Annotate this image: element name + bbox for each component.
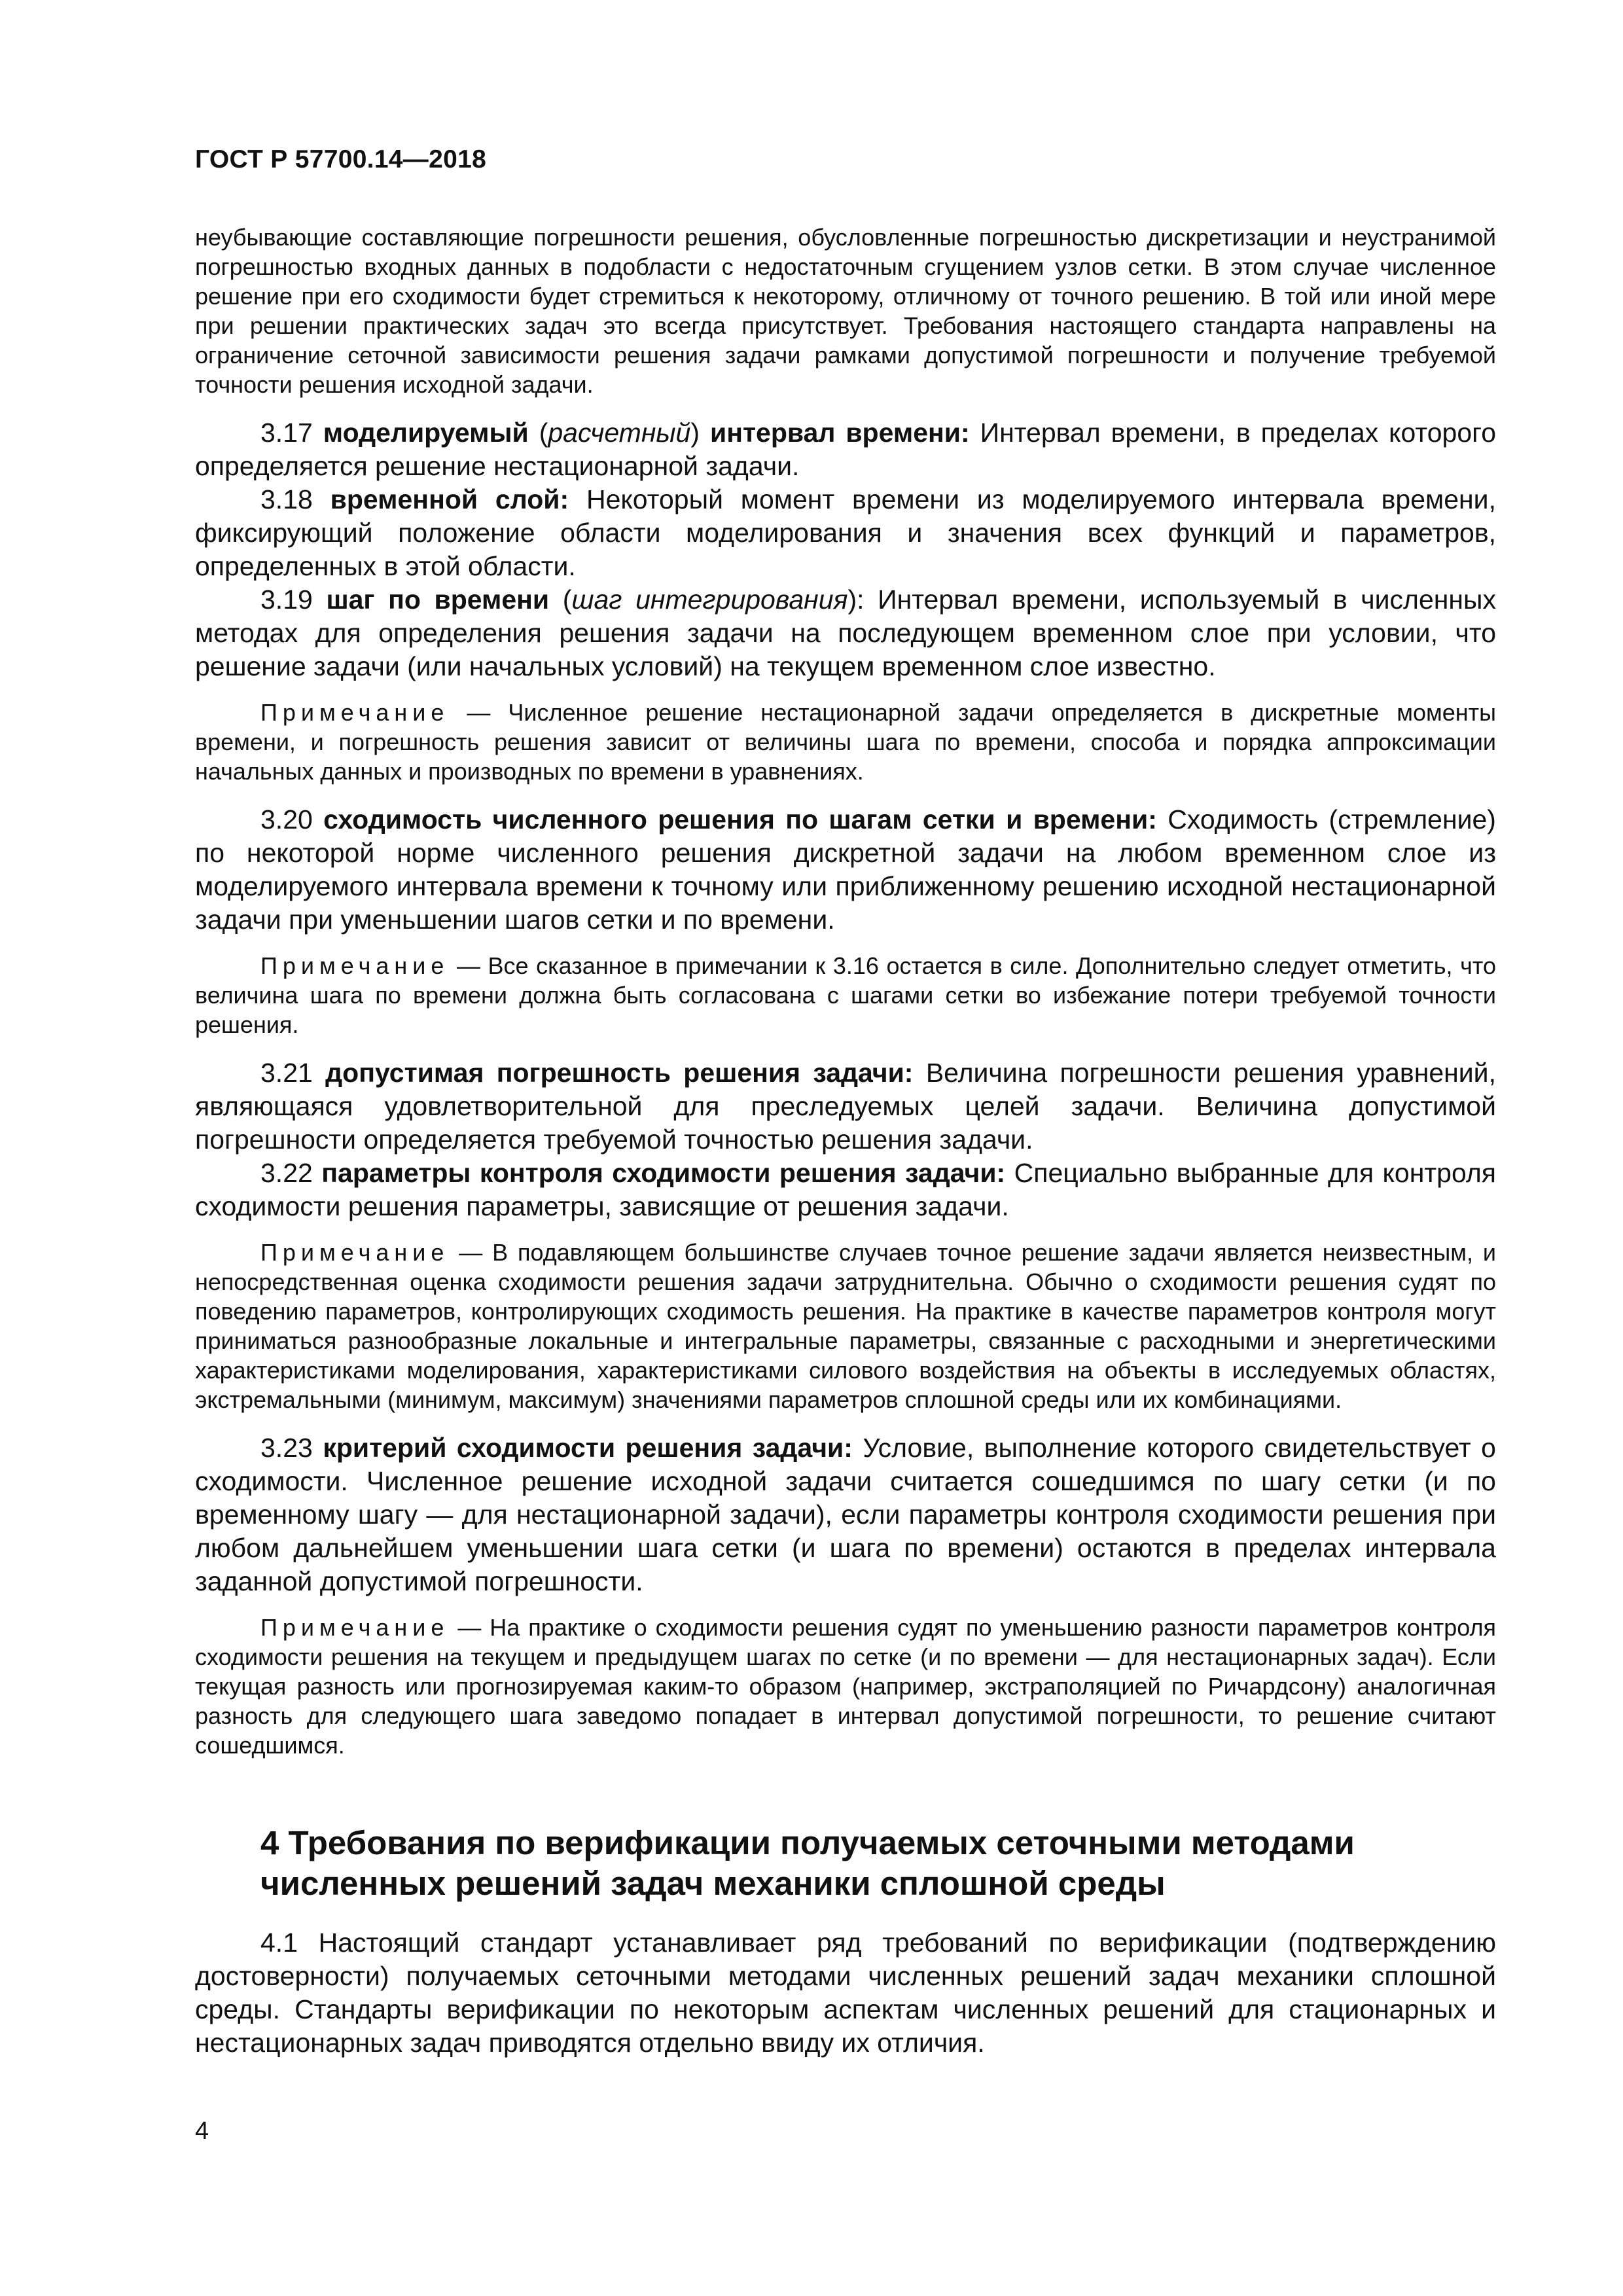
term-alt: шаг интегрирования xyxy=(571,584,848,615)
note-label: Примечание xyxy=(260,1614,450,1641)
term-definition: Интервал времени, используемый в численных методах для определения решения задачи на последующем временном слое при условии, что решение задачи (или начальных условий) на текущем временном слое известно. xyxy=(195,584,1497,681)
document-body xyxy=(195,223,1496,2060)
note-label: Примечание xyxy=(260,1239,450,1266)
term-number: 3.18 xyxy=(260,484,313,514)
term-name: сходимость численного решения по шагам сетки и времени: xyxy=(323,804,1157,834)
term-name: параметры контроля сходимости решения задачи: xyxy=(321,1158,1006,1188)
term-definition: Сходимость (стремление) по некоторой норме численного решения дискретной задачи на любом временном слое из моделируемого интервала времени к точному или приближенному решению исходной нестационарной задачи при уменьшении шагов сетки и по времени. xyxy=(195,804,1496,935)
term-alt: расчетный xyxy=(548,418,691,448)
term-number: 3.22 xyxy=(260,1158,313,1188)
term-name: критерий сходимости решения задачи: xyxy=(323,1433,853,1463)
note-3-20: Примечание — Все сказанное в примечании к 3.16 остается в силе. Дополнительно следует отметить, что величина шага по времени должна быть согласована с шагами сетки во избежание потери требуемой точности решения. xyxy=(195,952,1496,1038)
term-3-22 xyxy=(195,1157,1496,1223)
term-definition: Специально выбранные для контроля сходимости решения параметры, зависящие от решения задачи. xyxy=(195,1158,1496,1221)
intro-paragraph: неубывающие составляющие погрешности решения, обусловленные погрешностью дискретизации и неустранимой погрешностью входных данных в подобласти с недостаточным сгущением узлов сетки. В этом случае численное решение при его сходимости будет стремиться к некоторому, отличному от точного решению. В той или иной мере при решении практических задач это всегда присутствует. Требования настоящего стандарта направлены на ограничение сеточной зависимости решения задачи рамками допустимой погрешности и получение требуемой точности решения исходной задачи. xyxy=(195,224,1496,398)
note-text: В подавляющем большинстве случаев точное решение задачи является неизвестным, и непосредственная оценка сходимости решения задачи затруднительна. Обычно о сходимости решения судят по поведению параметров, контролирующих сходимость решения. На практике в качестве параметров контроля могут приниматься разнообразные локальные и интегральные параметры, связанные с расходными и энергетическими характеристиками моделирования, характеристиками силового воздействия на объекты в исследуемых областях, экстремальными (минимум, максимум) значениями параметров сплошной среды или их комбинациями. xyxy=(195,1239,1496,1413)
note-text: На практике о сходимости решения судят по уменьшению разности параметров контроля сходимости решения на текущем и предыдущем шагах по сетке (и по времени — для нестационарных задач). Если текущая разность или прогнозируемая каким-то образом (например, экстраполяцией по Ричардсону) аналогичная разность для следующего шага заведомо попадает в интервал допустимой погрешности, то решение считают сошедшимся. xyxy=(195,1614,1496,1759)
page-number: 4 xyxy=(195,2117,209,2145)
term-3-19: 3.19 шаг по времени (шаг интегрирования): Интервал времени, используемый в численных методах для определения решения задачи на последующем временном слое при условии, что решение задачи (или начальных условий) на текущем временном слое известно. xyxy=(195,584,1497,681)
term-definition: Интервал времени, в пределах которого определяется решение нестационарной задачи. xyxy=(195,418,1496,481)
note-3-19: Примечание — Численное решение нестационарной задачи определяется в дискретные моменты времени, и погрешность решения зависит от величины шага по времени, способа и порядка аппроксимации начальных данных и производных по времени в уравнениях. xyxy=(195,699,1497,785)
term-3-21 xyxy=(195,1056,1496,1157)
term-name: моделируемый xyxy=(323,418,529,448)
paragraph-4-1: 4.1 Настоящий стандарт устанавливает ряд требований по верификации (подтверждению достоверности) получаемых сеточными методами численных решений задач механики сплошной среды. Стандарты верификации по некоторым аспектам численных решений для стационарных и нестационарных задач приводятся отдельно ввиду их отличия. xyxy=(195,1928,1496,2058)
term-number: 3.21 xyxy=(260,1058,313,1088)
term-number: 3.17 xyxy=(260,418,313,448)
term-number: 3.20 xyxy=(260,804,313,834)
note-text: Все сказанное в примечании к 3.16 остается в силе. Дополнительно следует отметить, что величина шага по времени должна быть согласована с шагами сетки во избежание потери требуемой точности решения. xyxy=(195,952,1496,1038)
note-text: Численное решение нестационарной задачи определяется в дискретные моменты времени, и погрешность решения зависит от величины шага по времени, способа и порядка аппроксимации начальных данных и производных по времени в уравнениях. xyxy=(195,699,1497,785)
term-number: 3.19 xyxy=(260,584,313,615)
term-3-17: 3.17 моделируемый (расчетный) интервал времени: Интервал времени, в пределах которого определяется решение нестационарной задачи. xyxy=(195,418,1496,481)
note-label: Примечание xyxy=(260,952,450,979)
term-3-18 xyxy=(195,483,1496,583)
note-label: Примечание xyxy=(260,699,450,726)
term-name: временной слой: xyxy=(330,484,569,514)
term-3-20 xyxy=(195,803,1496,937)
section-4-title: 4 Требования по верификации получаемых сеточными методами численных решений задач механики сплошной среды xyxy=(260,1824,1355,1902)
note-3-22: Примечание — В подавляющем большинстве случаев точное решение задачи является неизвестным, и непосредственная оценка сходимости решения задачи затруднительна. Обычно о сходимости решения судят по поведению параметров, контролирующих сходимость решения. На практике в качестве параметров контроля могут приниматься разнообразные локальные и интегральные параметры, связанные с расходными и энергетическими характеристиками моделирования, характеристиками силового воздействия на объекты в исследуемых областях, экстремальными (минимум, максимум) значениями параметров сплошной среды или их комбинациями. xyxy=(195,1239,1496,1413)
term-name: шаг по времени xyxy=(326,584,550,615)
document-header: ГОСТ Р 57700.14—2018 xyxy=(195,145,487,173)
term-definition: Условие, выполнение которого свидетельствует о сходимости. Численное решение исходной задачи считается сошедшимся по шагу сетки (и по временному шагу — для нестационарной задачи), если параметры контроля сходимости решения при любом дальнейшем уменьшении шага сетки (и шага по времени) остаются в пределах интервала заданной допустимой погрешности. xyxy=(195,1433,1496,1596)
term-definition: Некоторый момент времени из моделируемого интервала времени, фиксирующий положение области моделирования и значения всех функций и параметров, определенных в этой области. xyxy=(195,484,1496,581)
term-name-cont: интервал времени: xyxy=(709,418,970,448)
term-3-23 xyxy=(195,1431,1496,1598)
term-number: 3.23 xyxy=(260,1433,313,1463)
term-name: допустимая погрешность решения задачи: xyxy=(325,1058,914,1088)
term-definition: Величина погрешности решения уравнений, являющаяся удовлетворительной для преследуемых целей задачи. Величина допустимой погрешности определяется требуемой точностью решения задачи. xyxy=(195,1058,1496,1155)
note-3-23: Примечание — На практике о сходимости решения судят по уменьшению разности параметров контроля сходимости решения на текущем и предыдущем шагах по сетке (и по времени — для нестационарных задач). Если текущая разность или прогнозируемая каким-то образом (например, экстраполяцией по Ричардсону) аналогичная разность для следующего шага заведомо попадает в интервал допустимой погрешности, то решение считают сошедшимся. xyxy=(195,1614,1496,1759)
